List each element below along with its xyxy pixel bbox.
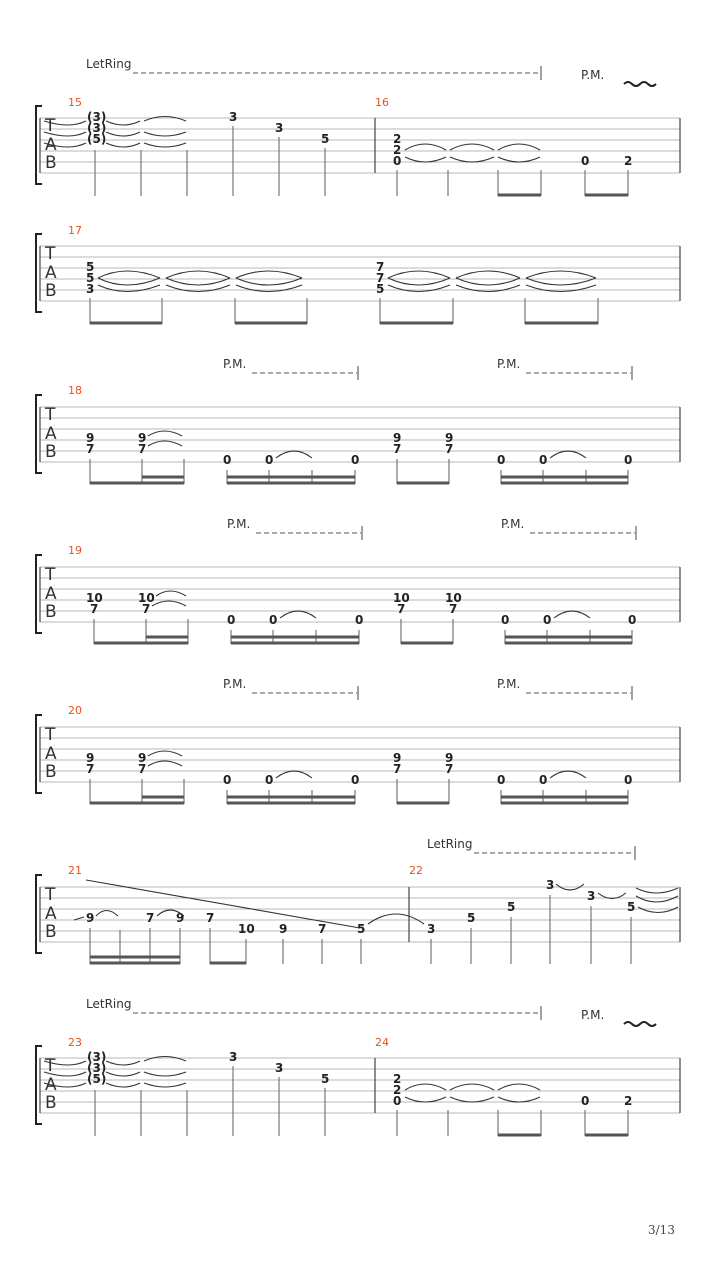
fret-number: 0 bbox=[581, 154, 590, 168]
tab-clef-t: T bbox=[45, 885, 56, 905]
fret-number: 0 bbox=[269, 613, 278, 627]
fret-number: 3 bbox=[275, 1061, 284, 1075]
system-7 bbox=[36, 997, 680, 1136]
fret-number: 0 bbox=[351, 773, 360, 787]
fret-number: 2 bbox=[393, 143, 402, 157]
bar-number: 19 bbox=[68, 544, 82, 557]
fret-number: 0 bbox=[497, 773, 506, 787]
tie-arcs bbox=[152, 591, 590, 618]
tie-arcs bbox=[148, 431, 586, 458]
system-2 bbox=[36, 224, 680, 324]
fret-number: 5 bbox=[507, 900, 516, 914]
fret-number: 5 bbox=[467, 911, 476, 925]
fret-number: 0 bbox=[624, 453, 633, 467]
stems bbox=[95, 1066, 628, 1136]
bar-number: 18 bbox=[68, 384, 82, 397]
system-3 bbox=[36, 357, 680, 484]
fret-number: 5 bbox=[86, 260, 95, 274]
palm-mute-label: P.M. bbox=[497, 677, 521, 691]
palm-mute-label: P.M. bbox=[223, 357, 247, 371]
tie-arcs bbox=[148, 751, 586, 778]
fret-number: 9 bbox=[138, 751, 147, 765]
fret-number: 5 bbox=[321, 132, 330, 146]
let-ring-label: LetRing bbox=[427, 837, 473, 851]
fret-number: 7 bbox=[138, 442, 147, 456]
fret-number: 7 bbox=[376, 271, 385, 285]
fret-number: 7 bbox=[393, 762, 402, 776]
fret-number: 7 bbox=[142, 602, 151, 616]
tab-clef-b: B bbox=[45, 442, 57, 462]
fret-number: 0 bbox=[351, 453, 360, 467]
fret-number: 3 bbox=[229, 1050, 238, 1064]
fret-number: 7 bbox=[318, 922, 327, 936]
fret-number: 7 bbox=[90, 602, 99, 616]
bar-number: 21 bbox=[68, 864, 82, 877]
fret-number: 5 bbox=[627, 900, 636, 914]
fret-number: 9 bbox=[86, 911, 95, 925]
fret-number: 7 bbox=[86, 762, 95, 776]
tab-clef-t: T bbox=[45, 405, 56, 425]
bar-number: 22 bbox=[409, 864, 423, 877]
palm-mute-label: P.M. bbox=[581, 1008, 605, 1022]
fret-number: 9 bbox=[393, 751, 402, 765]
fret-number: 7 bbox=[445, 762, 454, 776]
fret-number: (3) bbox=[87, 1050, 107, 1064]
fret-number: (5) bbox=[87, 132, 107, 146]
fret-number: 10 bbox=[86, 591, 103, 605]
fret-number: 0 bbox=[628, 613, 637, 627]
fret-number: 0 bbox=[543, 613, 552, 627]
fret-number: 9 bbox=[176, 911, 185, 925]
fret-number: 9 bbox=[445, 751, 454, 765]
tab-clef-b: B bbox=[45, 602, 57, 622]
fret-number: 7 bbox=[206, 911, 215, 925]
fret-number: 3 bbox=[275, 121, 284, 135]
fret-number: 10 bbox=[138, 591, 155, 605]
fret-number: 3 bbox=[427, 922, 436, 936]
fret-number: 7 bbox=[449, 602, 458, 616]
system-6 bbox=[36, 837, 680, 964]
tab-clef-b: B bbox=[45, 153, 57, 173]
fret-number: 3 bbox=[546, 878, 555, 892]
fret-number: (3) bbox=[87, 121, 107, 135]
fret-number: 2 bbox=[624, 1094, 633, 1108]
fret-number: 0 bbox=[539, 773, 548, 787]
palm-mute-label: P.M. bbox=[497, 357, 521, 371]
fret-number: 0 bbox=[223, 453, 232, 467]
palm-mute-label: P.M. bbox=[581, 68, 605, 82]
fret-number: 9 bbox=[279, 922, 288, 936]
fret-number: 0 bbox=[223, 773, 232, 787]
fret-number: 9 bbox=[393, 431, 402, 445]
bar-number: 16 bbox=[375, 96, 389, 109]
tab-clef-t: T bbox=[45, 244, 56, 264]
fret-number: 0 bbox=[581, 1094, 590, 1108]
fret-number: 7 bbox=[86, 442, 95, 456]
palm-mute-label: P.M. bbox=[501, 517, 525, 531]
fret-number: (5) bbox=[87, 1072, 107, 1086]
fret-number: 5 bbox=[376, 282, 385, 296]
palm-mute-label: P.M. bbox=[223, 677, 247, 691]
fret-number: 3 bbox=[86, 282, 95, 296]
tab-clef-t: T bbox=[45, 1056, 56, 1076]
tab-clef-b: B bbox=[45, 281, 57, 301]
tie-arcs bbox=[44, 1057, 540, 1103]
let-ring-label: LetRing bbox=[86, 997, 132, 1011]
let-ring-label: LetRing bbox=[86, 57, 132, 71]
bar-number: 15 bbox=[68, 96, 82, 109]
fret-number: 7 bbox=[393, 442, 402, 456]
fret-number: 2 bbox=[624, 154, 633, 168]
vibrato-mark bbox=[624, 82, 656, 86]
bar-number: 17 bbox=[68, 224, 82, 237]
fret-number: 3 bbox=[587, 889, 596, 903]
bar-number: 24 bbox=[375, 1036, 389, 1049]
tab-clef-a: A bbox=[45, 424, 57, 444]
tab-clef-a: A bbox=[45, 135, 57, 155]
fret-number: (3) bbox=[87, 1061, 107, 1075]
fret-number: 9 bbox=[86, 431, 95, 445]
fret-number: 7 bbox=[397, 602, 406, 616]
system-4 bbox=[36, 517, 680, 644]
tab-clef-a: A bbox=[45, 904, 57, 924]
system-5 bbox=[36, 677, 680, 804]
fret-number: 5 bbox=[86, 271, 95, 285]
fret-number: 7 bbox=[376, 260, 385, 274]
fret-number: 0 bbox=[539, 453, 548, 467]
tab-clef-a: A bbox=[45, 584, 57, 604]
system-1 bbox=[36, 57, 680, 196]
fret-number: 7 bbox=[445, 442, 454, 456]
fret-number: 0 bbox=[355, 613, 364, 627]
fret-number: 10 bbox=[238, 922, 255, 936]
stems bbox=[90, 298, 598, 324]
palm-mute-label: P.M. bbox=[227, 517, 251, 531]
fret-number: (3) bbox=[87, 110, 107, 124]
tab-clef-b: B bbox=[45, 762, 57, 782]
stems bbox=[95, 126, 628, 196]
fret-number: 7 bbox=[146, 911, 155, 925]
fret-number: 10 bbox=[445, 591, 462, 605]
fret-number: 7 bbox=[138, 762, 147, 776]
fret-number: 2 bbox=[393, 1072, 402, 1086]
fret-number: 10 bbox=[393, 591, 410, 605]
fret-number: 0 bbox=[497, 453, 506, 467]
tab-clef-a: A bbox=[45, 744, 57, 764]
fret-number: 2 bbox=[393, 132, 402, 146]
fret-number: 0 bbox=[227, 613, 236, 627]
tie-arcs bbox=[98, 271, 596, 292]
fret-number: 5 bbox=[357, 922, 366, 936]
tab-clef-t: T bbox=[45, 116, 56, 136]
fret-number: 0 bbox=[265, 453, 274, 467]
tab-clef-b: B bbox=[45, 1093, 57, 1113]
fret-number: 5 bbox=[321, 1072, 330, 1086]
fret-number: 0 bbox=[624, 773, 633, 787]
fret-number: 0 bbox=[393, 154, 402, 168]
bar-number: 23 bbox=[68, 1036, 82, 1049]
tab-clef-a: A bbox=[45, 1075, 57, 1095]
page-number: 3/13 bbox=[648, 1223, 675, 1237]
fret-number: 0 bbox=[501, 613, 510, 627]
tab-clef-b: B bbox=[45, 922, 57, 942]
vibrato-mark bbox=[624, 1022, 656, 1026]
tab-clef-t: T bbox=[45, 565, 56, 585]
fret-number: 2 bbox=[393, 1083, 402, 1097]
fret-number: 9 bbox=[86, 751, 95, 765]
fret-number: 0 bbox=[393, 1094, 402, 1108]
fret-number: 9 bbox=[138, 431, 147, 445]
bar-number: 20 bbox=[68, 704, 82, 717]
fret-number: 3 bbox=[229, 110, 238, 124]
fret-number: 9 bbox=[445, 431, 454, 445]
tie-arcs bbox=[44, 117, 540, 163]
tab-clef-t: T bbox=[45, 725, 56, 745]
tab-clef-a: A bbox=[45, 263, 57, 283]
fret-number: 0 bbox=[265, 773, 274, 787]
